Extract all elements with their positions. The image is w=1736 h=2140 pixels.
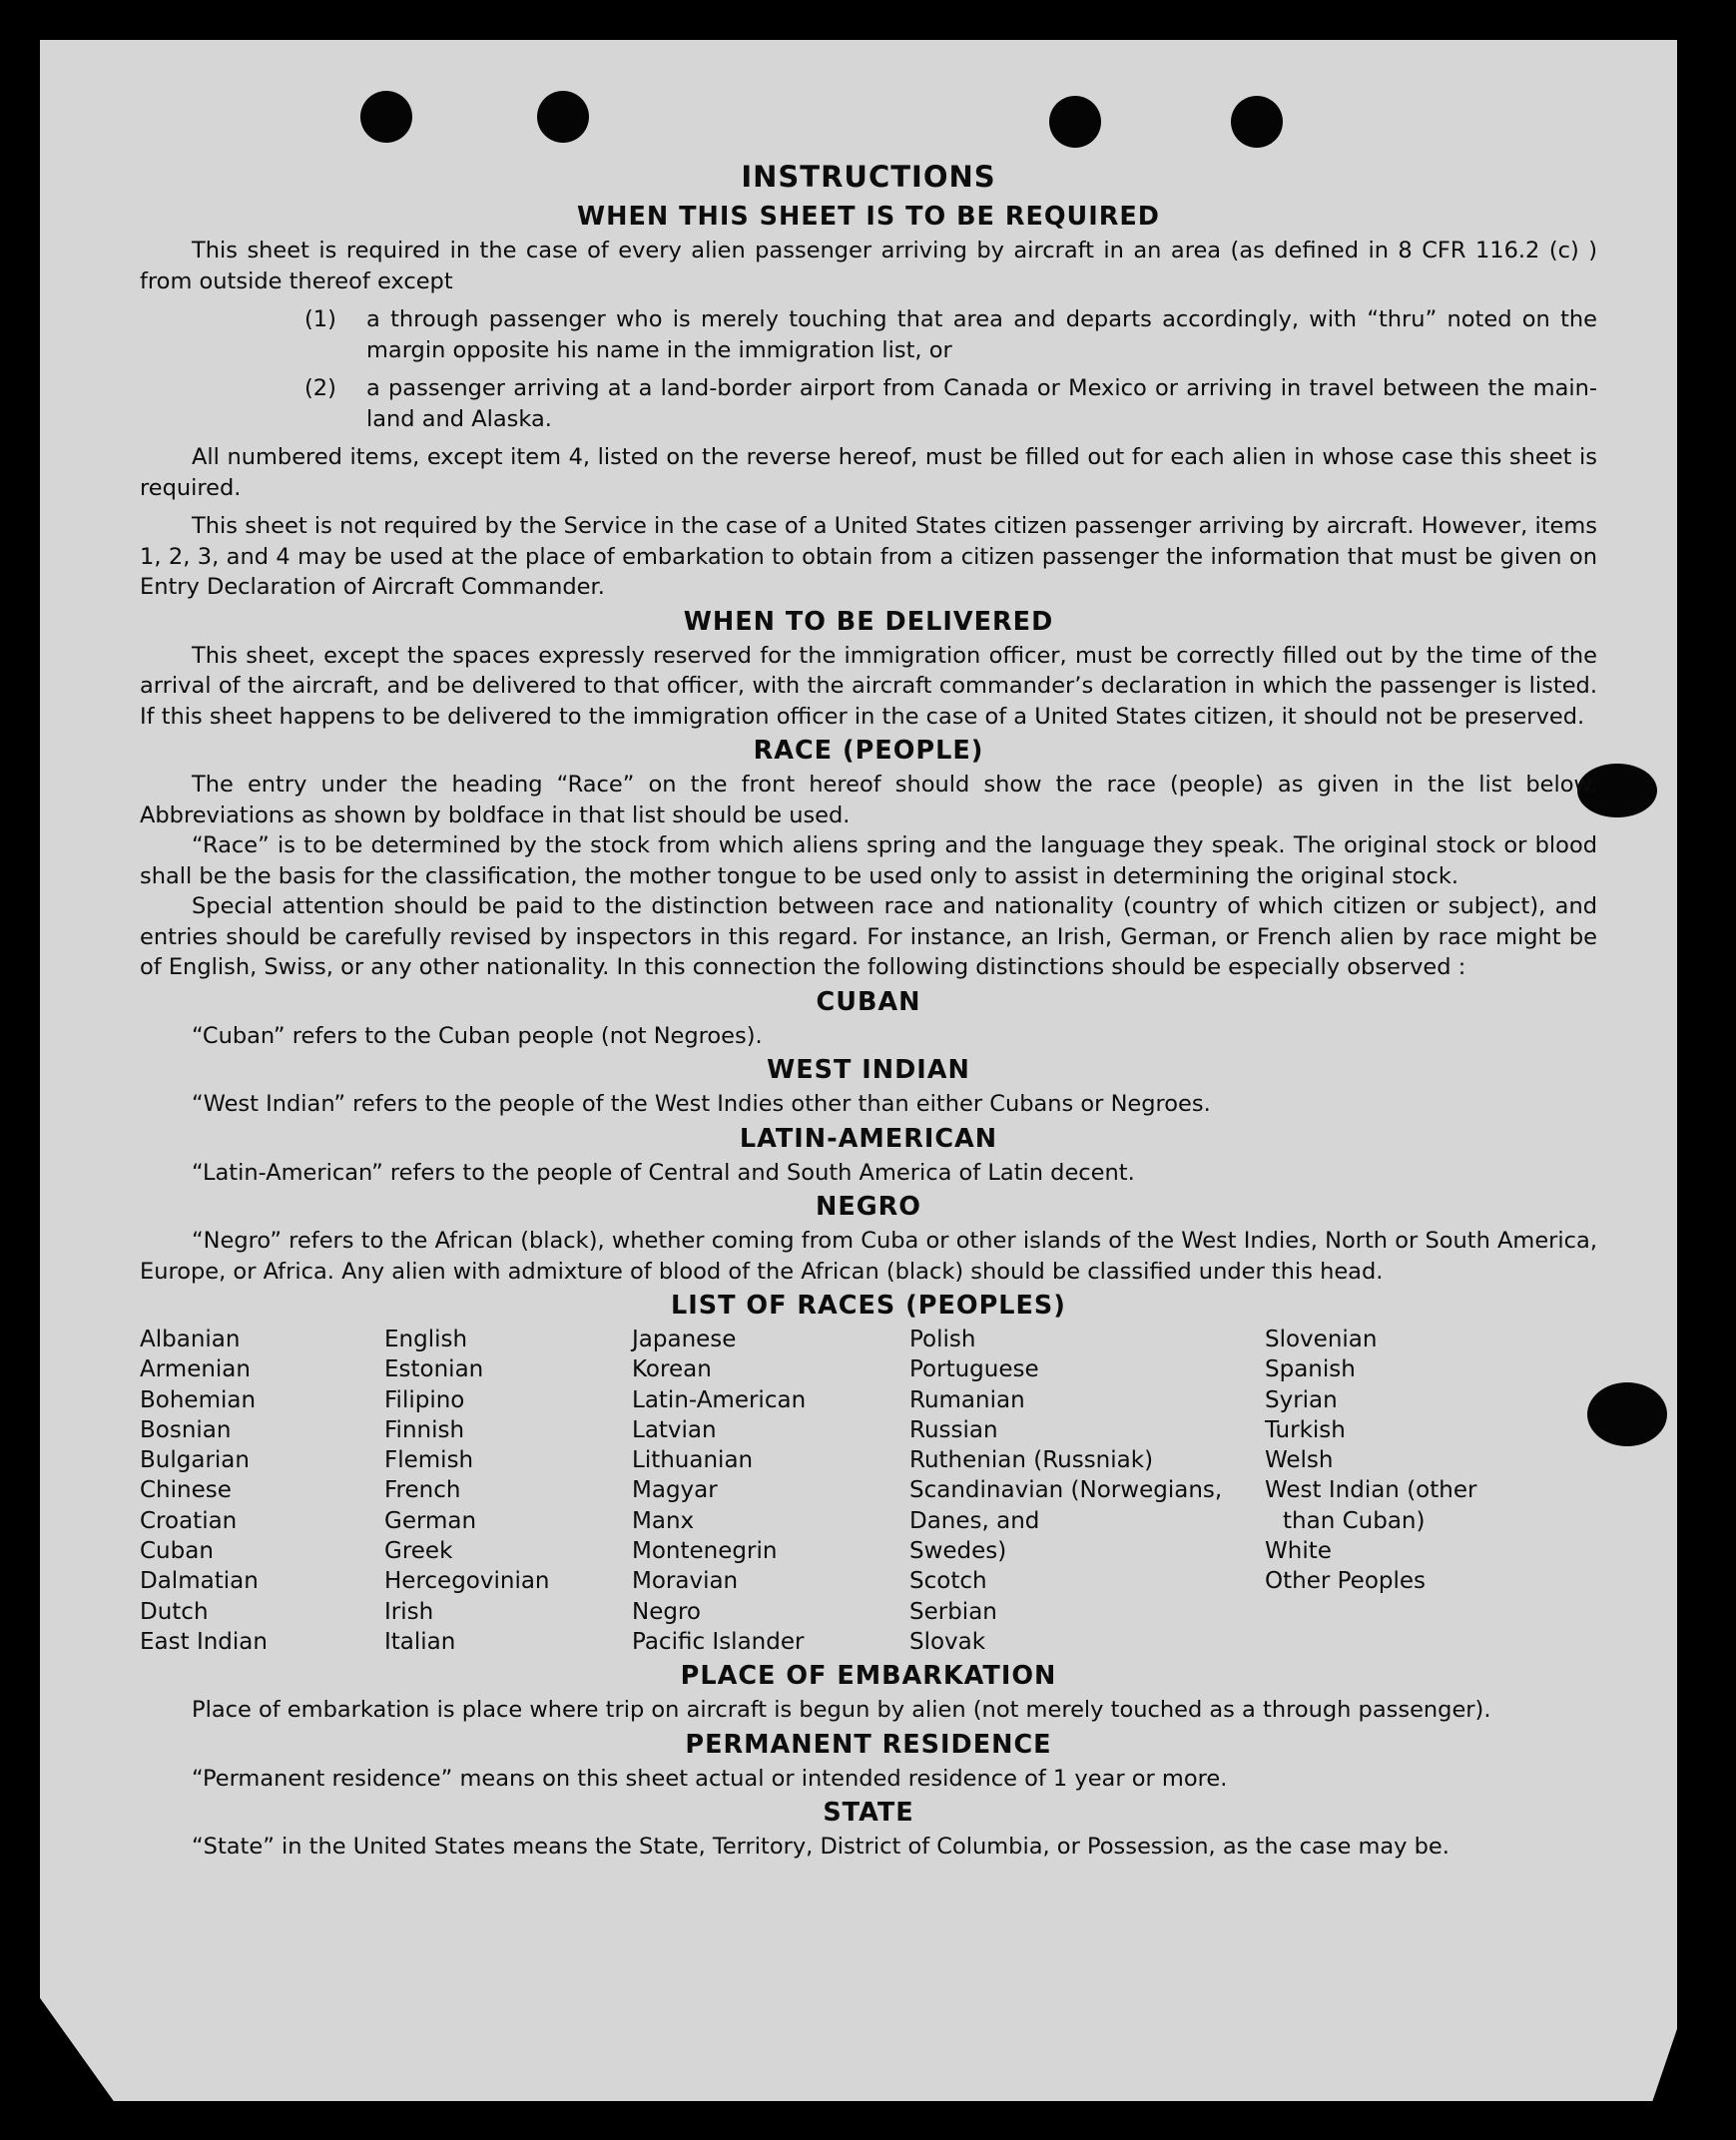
race-entry: Finnish bbox=[384, 1416, 465, 1443]
race-entry: Syrian bbox=[1265, 1386, 1338, 1413]
race-entry: Slovak bbox=[909, 1628, 986, 1655]
race-entry: Japanese bbox=[632, 1327, 737, 1352]
ink-blot bbox=[1587, 1382, 1667, 1446]
race-entry: Russian bbox=[909, 1416, 998, 1443]
race-entry: Filipino bbox=[384, 1386, 465, 1413]
item-number: (1) bbox=[304, 306, 336, 332]
race-entry: French bbox=[384, 1477, 461, 1504]
item-text: a passenger arriving at a land-border airport from Canada or Mexico or arriving in travel between the main-land and Alaska. bbox=[366, 375, 1597, 432]
race-entry: Turkish bbox=[1265, 1416, 1346, 1443]
section-heading: WEST INDIAN bbox=[767, 1055, 970, 1085]
paragraph: All numbered items, except item 4, listed on the reverse hereof, must be filled out for each alien in whose case this sheet is required. bbox=[140, 444, 1597, 501]
race-entry: Serbian bbox=[909, 1598, 997, 1625]
race-entry: Chinese bbox=[140, 1477, 232, 1504]
item-number: (2) bbox=[304, 375, 336, 401]
race-entry: West Indian (other bbox=[1265, 1477, 1477, 1504]
race-entry: Swedes) bbox=[909, 1538, 1007, 1565]
race-entry: Danes, and bbox=[909, 1507, 1040, 1534]
paragraph: “State” in the United States means the State, Territory, District of Columbia, or Possession, as the case may be. bbox=[192, 1834, 1449, 1861]
race-entry: German bbox=[384, 1507, 477, 1534]
race-entry: Scotch bbox=[909, 1568, 987, 1595]
instructions-content bbox=[140, 160, 1597, 1863]
race-entry: Croatian bbox=[140, 1507, 238, 1534]
race-entry: Montenegrin bbox=[632, 1538, 778, 1565]
race-entry: Pacific Islander bbox=[632, 1628, 805, 1655]
race-entry: Irish bbox=[384, 1598, 434, 1625]
race-entry: Flemish bbox=[384, 1447, 474, 1474]
list-item bbox=[304, 304, 1597, 365]
race-entry: Welsh bbox=[1265, 1447, 1334, 1474]
race-column bbox=[1265, 1325, 1564, 1657]
race-column bbox=[140, 1325, 384, 1657]
paragraph: “West Indian” refers to the people of the West Indies other than either Cubans or Negroes. bbox=[192, 1091, 1211, 1117]
race-entry: Greek bbox=[384, 1538, 453, 1565]
section-heading: WHEN TO BE DELIVERED bbox=[683, 606, 1054, 637]
section-heading: PERMANENT RESIDENCE bbox=[685, 1729, 1052, 1760]
race-entry: Ruthenian (Russniak) bbox=[909, 1447, 1154, 1474]
section-heading: LIST OF RACES (PEOPLES) bbox=[671, 1291, 1066, 1321]
race-entry: Portuguese bbox=[909, 1356, 1039, 1383]
race-entry: Dutch bbox=[140, 1598, 209, 1625]
paragraph: Place of embarkation is place where trip on aircraft is begun by alien (not merely touched as a through passenger). bbox=[192, 1697, 1491, 1724]
section-heading: RACE (PEOPLE) bbox=[753, 736, 984, 766]
race-entry: Moravian bbox=[632, 1568, 739, 1595]
race-entry: Polish bbox=[909, 1327, 976, 1352]
race-entry: Estonian bbox=[384, 1356, 484, 1383]
paragraph: “Latin-American” refers to the people of Central and South America of Latin decent. bbox=[192, 1159, 1135, 1186]
punch-hole bbox=[1049, 96, 1101, 148]
race-entry: Italian bbox=[384, 1628, 456, 1655]
race-entry: Bosnian bbox=[140, 1416, 232, 1443]
race-column bbox=[632, 1325, 909, 1657]
race-entry: Magyar bbox=[632, 1477, 718, 1504]
paragraph: “Permanent residence” means on this sheet actual or intended residence of 1 year or more. bbox=[192, 1765, 1228, 1792]
page-title: INSTRUCTIONS bbox=[741, 160, 996, 194]
race-entry: Scandinavian (Norwegians, bbox=[909, 1477, 1223, 1504]
race-entry: Bulgarian bbox=[140, 1447, 250, 1474]
race-column bbox=[384, 1325, 632, 1657]
punch-hole bbox=[537, 91, 589, 143]
section-heading: CUBAN bbox=[816, 986, 921, 1017]
list-item bbox=[304, 373, 1597, 434]
race-column bbox=[909, 1325, 1265, 1657]
paragraph: This sheet is not required by the Service in the case of a United States citizen passenger arriving by aircraft. However, items 1, 2, 3, and 4 may be used at the place of embarkation to obtain from a citizen passenger the information that must be given on Entry Declaration of Aircraft Commander. bbox=[140, 513, 1597, 600]
race-entry: Slovenian bbox=[1265, 1327, 1378, 1352]
race-entry: Dalmatian bbox=[140, 1568, 259, 1595]
race-entry: Hercegovinian bbox=[384, 1568, 550, 1595]
race-entry: Albanian bbox=[140, 1327, 241, 1352]
paragraph: “Negro” refers to the African (black), whether coming from Cuba or other islands of the West Indies, North or South America, Europe, or Africa. Any alien with admixture of blood of the African (black) should be classified under this head. bbox=[140, 1228, 1597, 1285]
race-list bbox=[140, 1325, 1597, 1657]
race-entry: than Cuban) bbox=[1283, 1507, 1426, 1534]
race-entry: Latin-American bbox=[632, 1386, 807, 1413]
race-entry: Other Peoples bbox=[1265, 1568, 1427, 1595]
paragraph: “Cuban” refers to the Cuban people (not Negroes). bbox=[192, 1022, 763, 1049]
race-entry: Negro bbox=[632, 1598, 701, 1625]
paragraph: This sheet, except the spaces expressly reserved for the immigration officer, must be correctly filled out by the time of the arrival of the aircraft, and be delivered to that officer, with the aircraft commander’s declaration in which the passenger is listed. If this sheet happens to be delivered to the immigration officer in the case of a United States citizen, it should not be preserved. bbox=[140, 642, 1597, 730]
section-heading: NEGRO bbox=[815, 1192, 921, 1222]
race-entry: Bohemian bbox=[140, 1386, 257, 1413]
race-entry: English bbox=[384, 1327, 468, 1352]
race-entry: Spanish bbox=[1265, 1356, 1356, 1383]
punch-hole bbox=[1231, 96, 1283, 148]
section-heading: LATIN-AMERICAN bbox=[739, 1123, 998, 1154]
section-heading: STATE bbox=[823, 1798, 914, 1829]
item-text: a through passenger who is merely touching that area and departs accordingly, with “thru” noted on the margin opposite his name in the immigration list, or bbox=[366, 306, 1597, 363]
section-heading: WHEN THIS SHEET IS TO BE REQUIRED bbox=[577, 202, 1160, 232]
race-entry: Armenian bbox=[140, 1356, 251, 1383]
race-entry: Cuban bbox=[140, 1538, 214, 1565]
race-entry: Lithuanian bbox=[632, 1447, 754, 1474]
paragraph: The entry under the heading “Race” on the front hereof should show the race (people) as given in the list below. Abbreviations as shown by boldface in that list should be used. bbox=[140, 772, 1597, 828]
race-entry: Latvian bbox=[632, 1416, 717, 1443]
race-entry: Rumanian bbox=[909, 1386, 1025, 1413]
race-entry: White bbox=[1265, 1538, 1332, 1565]
race-entry: Korean bbox=[632, 1356, 712, 1383]
punch-hole bbox=[360, 91, 412, 143]
race-entry: Manx bbox=[632, 1507, 695, 1534]
paragraph: “Race” is to be determined by the stock from which aliens spring and the language they speak. The original stock or blood shall be the basis for the classification, the mother tongue to be used only to assist in determining the original stock. bbox=[140, 832, 1597, 889]
race-entry: East Indian bbox=[140, 1628, 268, 1655]
section-heading: PLACE OF EMBARKATION bbox=[680, 1661, 1057, 1692]
paragraph: This sheet is required in the case of every alien passenger arriving by aircraft in an area (as defined in 8 CFR 116.2 (c) ) from outside thereof except bbox=[140, 238, 1597, 294]
paragraph: Special attention should be paid to the distinction between race and nationality (country of which citizen or subject), and entries should be carefully revised by inspectors in this regard. For instance, an Irish, German, or French alien by race might be of English, Swiss, or any other nationality. In this connection the following distinctions should be especially observed : bbox=[140, 893, 1597, 980]
